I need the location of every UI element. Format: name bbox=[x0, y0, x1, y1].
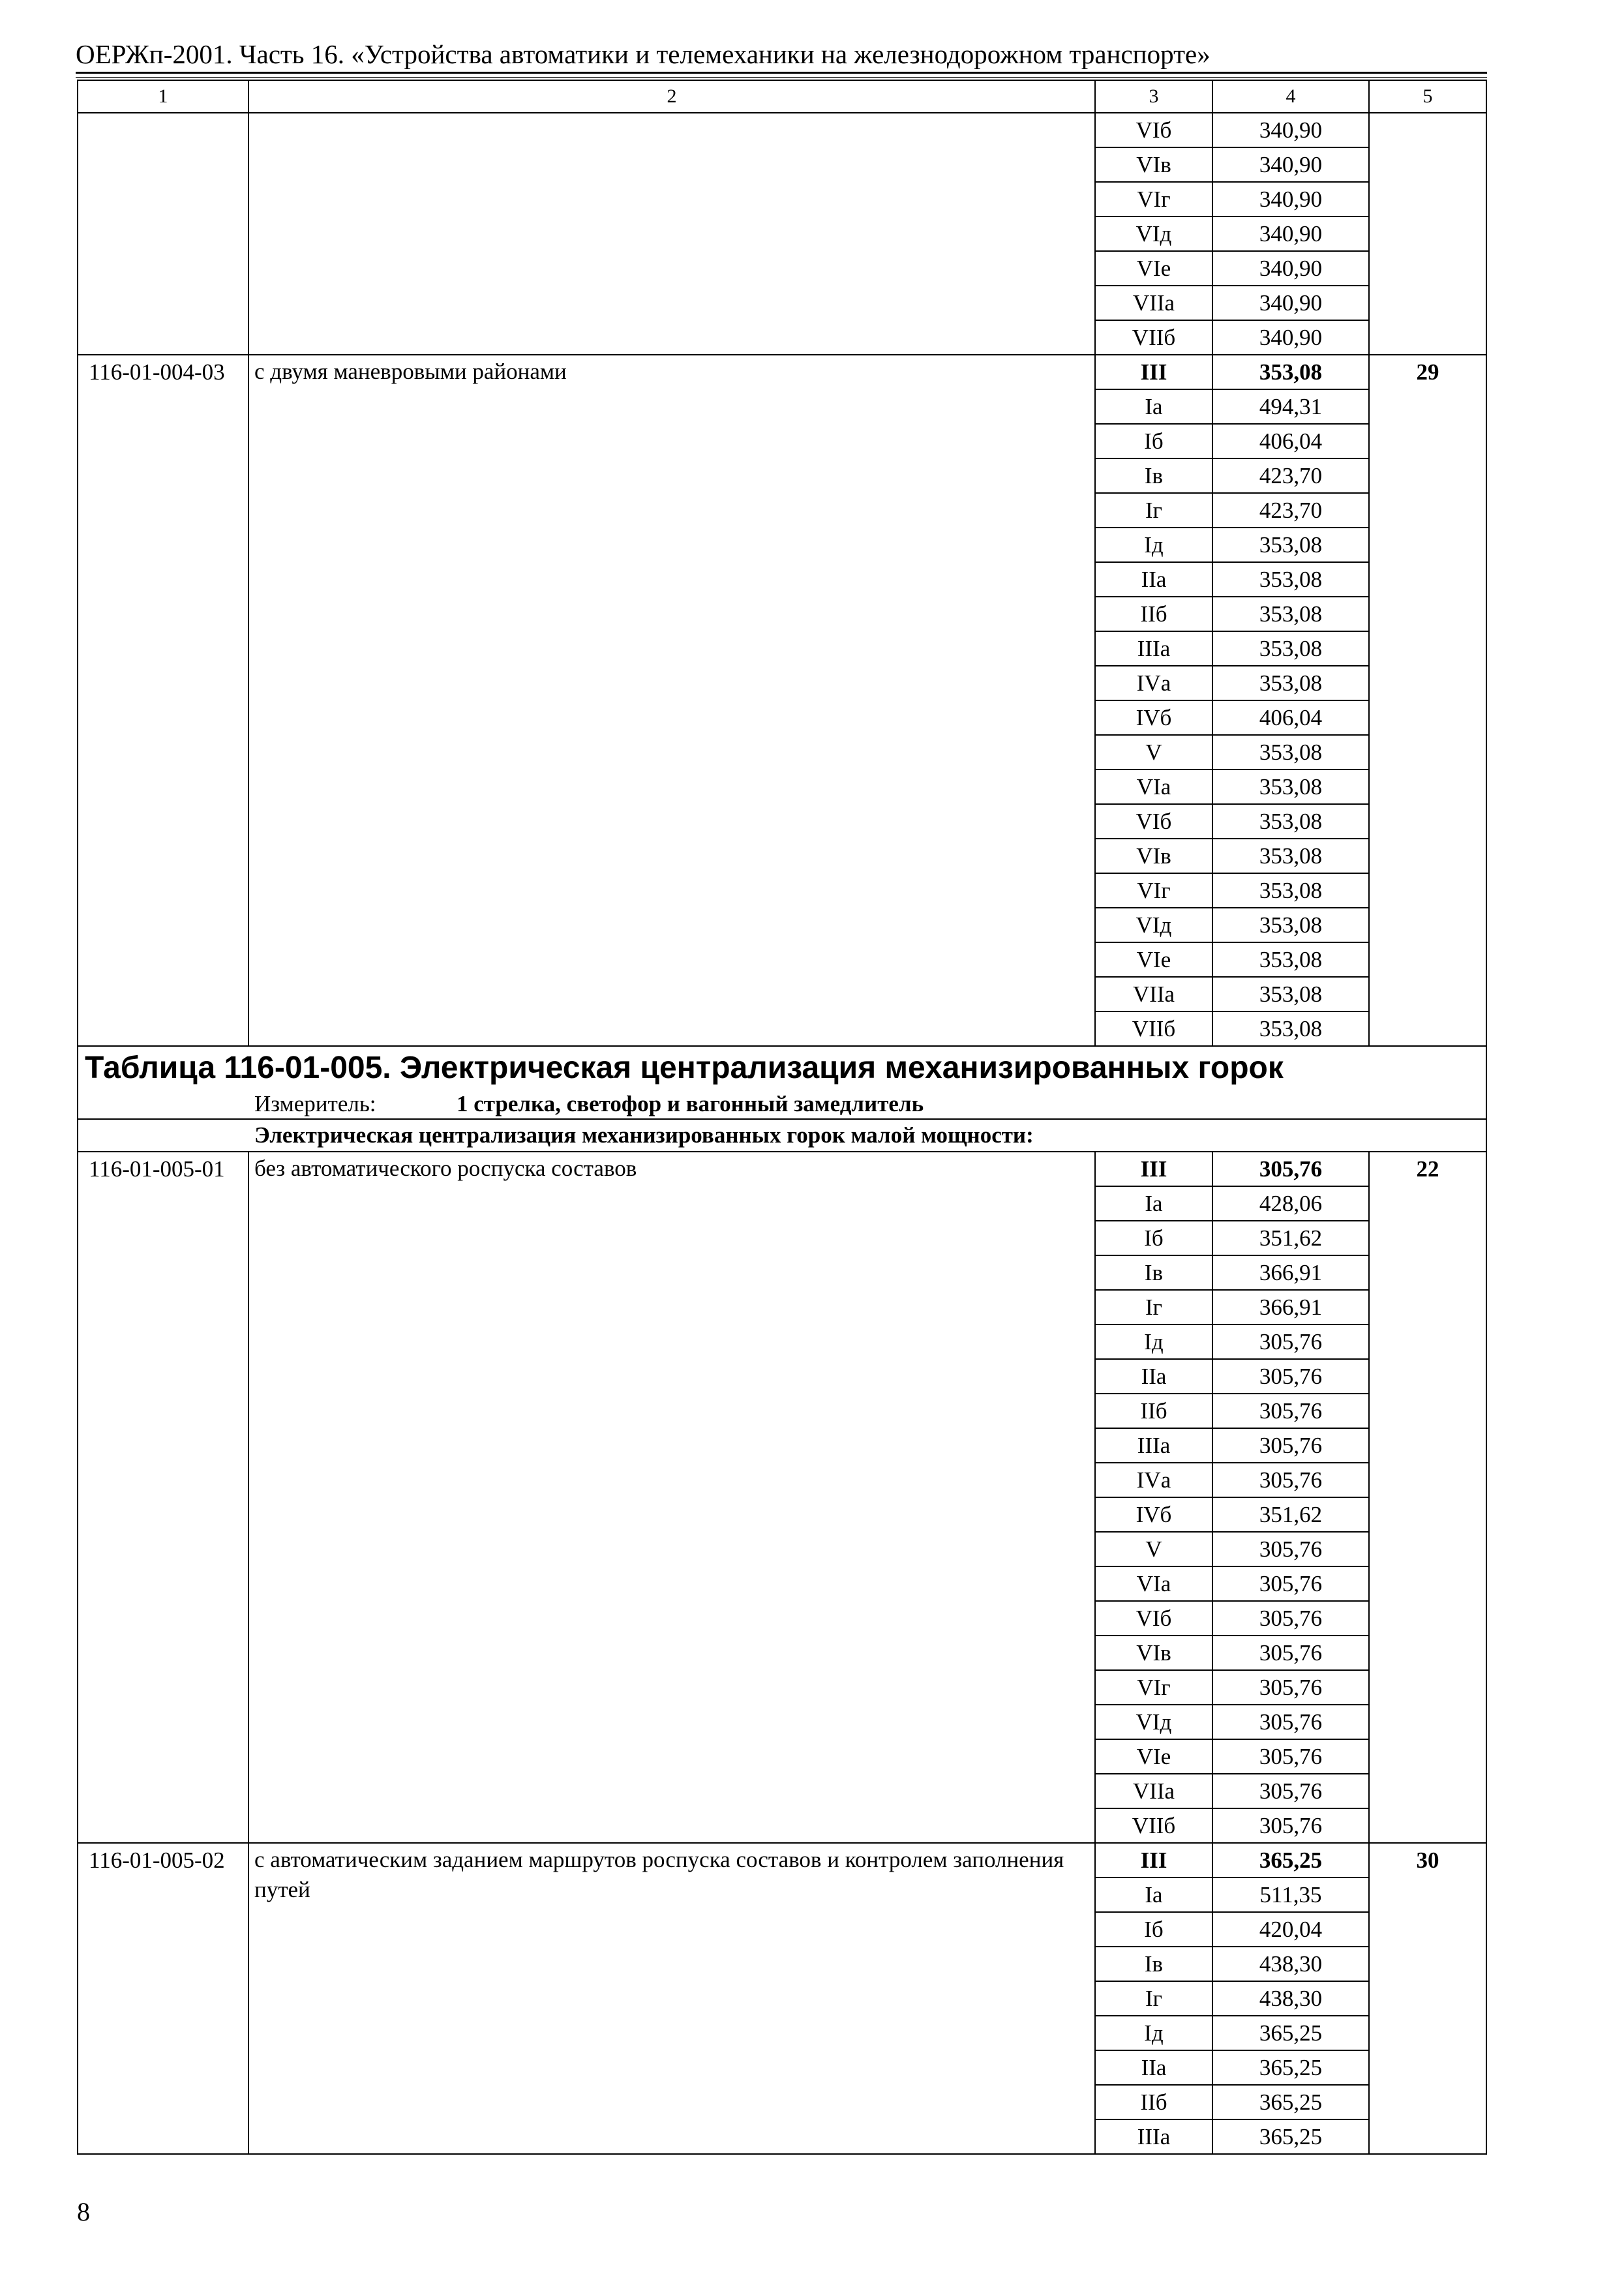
zone-cell: VIе bbox=[1095, 942, 1212, 977]
zone-cell: VIг bbox=[1095, 1670, 1212, 1705]
zone-cell: Iг bbox=[1095, 493, 1212, 528]
price-cell: 353,08 bbox=[1212, 355, 1369, 389]
zone-cell: III bbox=[1095, 355, 1212, 389]
price-cell: 340,90 bbox=[1212, 113, 1369, 147]
meter-label: Измеритель: bbox=[254, 1091, 376, 1116]
zone-cell: Iб bbox=[1095, 424, 1212, 458]
price-cell: 340,90 bbox=[1212, 251, 1369, 286]
zone-cell: Iа bbox=[1095, 1186, 1212, 1221]
zone-cell: IIIа bbox=[1095, 631, 1212, 666]
price-cell: 353,08 bbox=[1212, 562, 1369, 597]
zone-cell: IIб bbox=[1095, 597, 1212, 631]
price-cell: 511,35 bbox=[1212, 1878, 1369, 1912]
column-number: 1 bbox=[78, 80, 248, 113]
zone-cell: IIа bbox=[1095, 562, 1212, 597]
page-header: ОЕРЖп-2001. Часть 16. «Устройства автоматики и телемеханики на железнодорожном транспорте» bbox=[76, 39, 1210, 69]
price-cell: 351,62 bbox=[1212, 1497, 1369, 1532]
meter-value: 1 стрелка, светофор и вагонный замедлитель bbox=[457, 1091, 924, 1116]
zone-cell: Iд bbox=[1095, 528, 1212, 562]
zone-cell: VIIа bbox=[1095, 286, 1212, 320]
zone-cell: IVб bbox=[1095, 700, 1212, 735]
zone-cell: Iа bbox=[1095, 1878, 1212, 1912]
table-title: Таблица 116-01-005. Электрическая централизация механизированных горок bbox=[78, 1046, 1486, 1090]
table-row bbox=[78, 1843, 1486, 1878]
zone-cell: Iг bbox=[1095, 1981, 1212, 2016]
zone-cell: VIг bbox=[1095, 182, 1212, 217]
price-cell: 340,90 bbox=[1212, 320, 1369, 355]
page-number: 8 bbox=[77, 2197, 90, 2226]
zone-cell: IVа bbox=[1095, 666, 1212, 700]
zone-cell: VIIб bbox=[1095, 1011, 1212, 1046]
price-cell: 365,25 bbox=[1212, 1843, 1369, 1878]
price-cell: 305,76 bbox=[1212, 1359, 1369, 1394]
price-cell: 366,91 bbox=[1212, 1255, 1369, 1290]
price-cell: 353,08 bbox=[1212, 631, 1369, 666]
zone-cell: VIе bbox=[1095, 251, 1212, 286]
zone-cell: IIIа bbox=[1095, 2119, 1212, 2154]
zone-cell: VIд bbox=[1095, 217, 1212, 251]
zone-cell: IIб bbox=[1095, 1394, 1212, 1428]
zone-cell: VIв bbox=[1095, 839, 1212, 873]
count-cell: 30 bbox=[1369, 1843, 1486, 2154]
table-row bbox=[78, 1152, 1486, 1186]
price-cell: 340,90 bbox=[1212, 182, 1369, 217]
price-cell: 428,06 bbox=[1212, 1186, 1369, 1221]
zone-cell: VIв bbox=[1095, 147, 1212, 182]
zone-cell: VIа bbox=[1095, 1566, 1212, 1601]
price-cell: 305,76 bbox=[1212, 1394, 1369, 1428]
price-cell: 305,76 bbox=[1212, 1705, 1369, 1739]
zone-cell: IIа bbox=[1095, 1359, 1212, 1394]
zone-cell: Iв bbox=[1095, 458, 1212, 493]
zone-cell: VIд bbox=[1095, 1705, 1212, 1739]
count-cell: 29 bbox=[1369, 355, 1486, 1046]
column-number: 3 bbox=[1095, 80, 1212, 113]
item-code: 116-01-005-01 bbox=[78, 1152, 248, 1843]
zone-cell: VIв bbox=[1095, 1636, 1212, 1670]
count-cell: 22 bbox=[1369, 1152, 1486, 1843]
zone-cell: Iб bbox=[1095, 1912, 1212, 1947]
column-number: 2 bbox=[248, 80, 1095, 113]
zone-cell: Iд bbox=[1095, 1324, 1212, 1359]
zone-cell: IVб bbox=[1095, 1497, 1212, 1532]
zone-cell: IVа bbox=[1095, 1463, 1212, 1497]
item-code: 116-01-005-02 bbox=[78, 1843, 248, 2154]
price-cell: 340,90 bbox=[1212, 286, 1369, 320]
zone-cell: III bbox=[1095, 1843, 1212, 1878]
price-cell: 353,08 bbox=[1212, 804, 1369, 839]
zone-cell: III bbox=[1095, 1152, 1212, 1186]
zone-cell: VIIа bbox=[1095, 977, 1212, 1011]
price-cell: 423,70 bbox=[1212, 458, 1369, 493]
zone-cell: Iб bbox=[1095, 1221, 1212, 1255]
price-cell: 351,62 bbox=[1212, 1221, 1369, 1255]
price-cell: 353,08 bbox=[1212, 770, 1369, 804]
price-cell: 305,76 bbox=[1212, 1670, 1369, 1705]
price-cell: 305,76 bbox=[1212, 1324, 1369, 1359]
zone-cell: IIIа bbox=[1095, 1428, 1212, 1463]
price-cell: 438,30 bbox=[1212, 1947, 1369, 1981]
price-cell: 353,08 bbox=[1212, 942, 1369, 977]
item-name: с автоматическим заданием маршрутов роспуска составов и контролем заполнения путей bbox=[248, 1843, 1095, 2154]
price-cell: 353,08 bbox=[1212, 977, 1369, 1011]
price-cell: 353,08 bbox=[1212, 528, 1369, 562]
zone-cell: VIг bbox=[1095, 873, 1212, 908]
zone-cell: Iа bbox=[1095, 389, 1212, 424]
price-table bbox=[77, 80, 1487, 2155]
header-rule bbox=[76, 72, 1487, 74]
price-cell: 353,08 bbox=[1212, 735, 1369, 770]
price-cell: 305,76 bbox=[1212, 1152, 1369, 1186]
price-cell: 365,25 bbox=[1212, 2119, 1369, 2154]
price-cell: 305,76 bbox=[1212, 1532, 1369, 1566]
zone-cell: VIе bbox=[1095, 1739, 1212, 1774]
zone-cell: V bbox=[1095, 1532, 1212, 1566]
zone-cell: VIIб bbox=[1095, 1808, 1212, 1843]
zone-cell: V bbox=[1095, 735, 1212, 770]
column-number: 5 bbox=[1369, 80, 1486, 113]
item-code bbox=[78, 113, 248, 355]
zone-cell: Iв bbox=[1095, 1255, 1212, 1290]
zone-cell: VIIб bbox=[1095, 320, 1212, 355]
price-cell: 406,04 bbox=[1212, 424, 1369, 458]
price-cell: 420,04 bbox=[1212, 1912, 1369, 1947]
item-code: 116-01-004-03 bbox=[78, 355, 248, 1046]
item-name: без автоматического роспуска составов bbox=[248, 1152, 1095, 1843]
price-cell: 340,90 bbox=[1212, 217, 1369, 251]
table-row bbox=[78, 113, 1486, 147]
price-cell: 305,76 bbox=[1212, 1774, 1369, 1808]
column-number: 4 bbox=[1212, 80, 1369, 113]
price-cell: 365,25 bbox=[1212, 2085, 1369, 2119]
zone-cell: VIб bbox=[1095, 804, 1212, 839]
column-numbers-row bbox=[78, 80, 1486, 113]
price-cell: 366,91 bbox=[1212, 1290, 1369, 1324]
table-row bbox=[78, 355, 1486, 389]
price-cell: 305,76 bbox=[1212, 1739, 1369, 1774]
item-name bbox=[248, 113, 1095, 355]
price-cell: 423,70 bbox=[1212, 493, 1369, 528]
count-cell bbox=[1369, 113, 1486, 355]
price-cell: 305,76 bbox=[1212, 1566, 1369, 1601]
zone-cell: VIIа bbox=[1095, 1774, 1212, 1808]
section-subheading: Электрическая централизация механизированных горок малой мощности: bbox=[78, 1119, 1486, 1152]
zone-cell: VIб bbox=[1095, 1601, 1212, 1636]
price-cell: 353,08 bbox=[1212, 666, 1369, 700]
price-cell: 353,08 bbox=[1212, 1011, 1369, 1046]
zone-cell: VIб bbox=[1095, 113, 1212, 147]
zone-cell: IIб bbox=[1095, 2085, 1212, 2119]
price-cell: 353,08 bbox=[1212, 839, 1369, 873]
price-cell: 353,08 bbox=[1212, 873, 1369, 908]
price-cell: 305,76 bbox=[1212, 1636, 1369, 1670]
price-cell: 353,08 bbox=[1212, 908, 1369, 942]
price-cell: 340,90 bbox=[1212, 147, 1369, 182]
price-cell: 406,04 bbox=[1212, 700, 1369, 735]
price-cell: 365,25 bbox=[1212, 2050, 1369, 2085]
subheading-row bbox=[78, 1119, 1486, 1152]
price-cell: 305,76 bbox=[1212, 1428, 1369, 1463]
price-cell: 305,76 bbox=[1212, 1463, 1369, 1497]
zone-cell: Iг bbox=[1095, 1290, 1212, 1324]
table-title-row bbox=[78, 1046, 1486, 1090]
zone-cell: VIа bbox=[1095, 770, 1212, 804]
zone-cell: Iд bbox=[1095, 2016, 1212, 2050]
header-rule-thin bbox=[76, 77, 1487, 78]
price-cell: 305,76 bbox=[1212, 1808, 1369, 1843]
meter-row bbox=[78, 1090, 1486, 1119]
price-cell: 353,08 bbox=[1212, 597, 1369, 631]
zone-cell: VIд bbox=[1095, 908, 1212, 942]
meter-cell bbox=[78, 1090, 1486, 1119]
price-cell: 365,25 bbox=[1212, 2016, 1369, 2050]
zone-cell: Iв bbox=[1095, 1947, 1212, 1981]
price-cell: 494,31 bbox=[1212, 389, 1369, 424]
item-name: с двумя маневровыми районами bbox=[248, 355, 1095, 1046]
price-cell: 305,76 bbox=[1212, 1601, 1369, 1636]
price-cell: 438,30 bbox=[1212, 1981, 1369, 2016]
zone-cell: IIа bbox=[1095, 2050, 1212, 2085]
